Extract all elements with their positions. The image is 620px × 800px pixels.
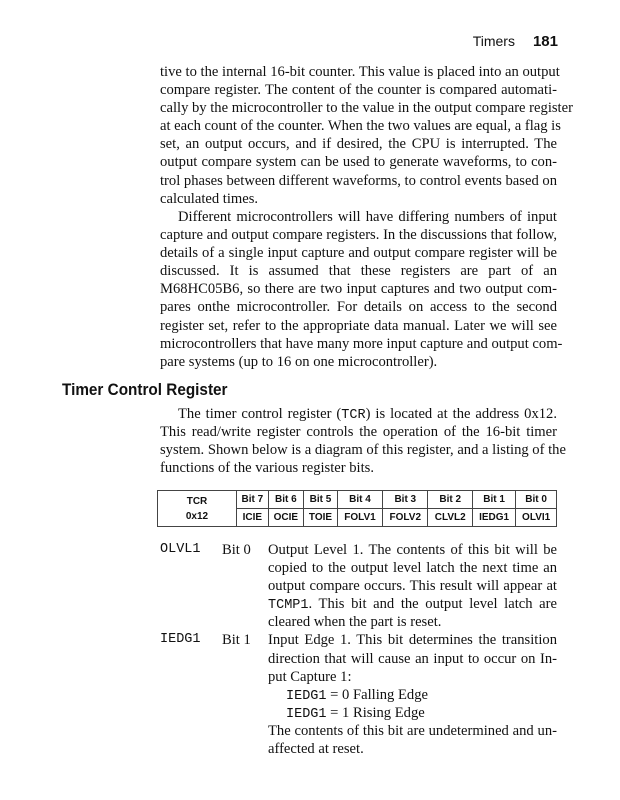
text-line: compare register. The content of the counter is compared automati- xyxy=(160,82,557,99)
text-line: output compare system can be used to generate waveforms, to con- xyxy=(160,154,557,171)
bit-label: Bit 2 xyxy=(428,491,473,509)
bit-number: Bit 0 xyxy=(222,542,251,558)
text-line: details of a single input capture and output compare register will be xyxy=(160,245,557,262)
text-line: system. Shown below is a diagram of this register, and a listing of the xyxy=(160,442,566,459)
bit-label: Bit 4 xyxy=(337,491,382,509)
bit-label: Bit 0 xyxy=(516,491,557,509)
text-line: The contents of this bit are undetermined and un- xyxy=(268,722,557,739)
code-tcmp1: TCMP1 xyxy=(268,598,309,614)
definition-iedg1 xyxy=(160,631,557,758)
bit-field: ICIE xyxy=(237,509,269,527)
definition-olvl1 xyxy=(160,541,557,631)
running-header xyxy=(473,33,558,50)
bit-label: Bit 6 xyxy=(268,491,304,509)
register-address: 0x12 xyxy=(185,510,209,522)
text-line: tive to the internal 16-bit counter. This value is placed into an output xyxy=(160,64,560,80)
bit-label: Bit 3 xyxy=(383,491,428,509)
bit-field: OLVI1 xyxy=(516,509,557,527)
text-line: discussed. It is assumed that these registers are part of an xyxy=(160,263,557,280)
bit-label: Bit 1 xyxy=(472,491,515,509)
register-diagram xyxy=(157,490,557,527)
text-line: direction that will cause an input to occur on In- xyxy=(268,650,557,667)
case-line xyxy=(268,704,557,722)
section-intro xyxy=(160,405,566,477)
text-line: trol phases between different waveforms, to control events based on xyxy=(160,172,557,189)
register-name: TCR xyxy=(186,495,208,507)
register-name-cell xyxy=(158,491,237,527)
chapter-title: Timers xyxy=(472,33,515,49)
bit-field: OCIE xyxy=(268,509,304,527)
section-heading: Timer Control Register xyxy=(62,380,228,399)
text-line: register set, refer to the appropriate data manual. Later we will see xyxy=(160,317,557,334)
bit-label: Bit 7 xyxy=(237,491,269,509)
bit-field: CLVL2 xyxy=(428,509,473,527)
bit-field: IEDG1 xyxy=(472,509,515,527)
field-name: IEDG1 xyxy=(160,632,201,648)
text-line: pare systems (up to 16 on one microcontroller). xyxy=(160,353,438,370)
text: . This bit and the output level latch are xyxy=(308,596,557,613)
text-line: Input Edge 1. This bit determines the transition xyxy=(268,632,557,649)
text-line: output compare occurs. This result will appear at xyxy=(268,578,557,595)
bit-field: TOIE xyxy=(304,509,338,527)
text-line: copied to the output level latch the next time an xyxy=(268,560,557,577)
text-line: calculated times. xyxy=(160,190,259,207)
text: = 1 Rising Edge xyxy=(326,704,425,721)
paragraph-2 xyxy=(160,208,563,371)
text-line: set, an output occurs, and if desired, the CPU is interrupted. The xyxy=(160,136,557,153)
case-line xyxy=(268,686,557,704)
bit-definitions xyxy=(160,541,557,758)
text: The timer control register ( xyxy=(178,406,342,422)
bit-field: FOLV1 xyxy=(337,509,382,527)
code: IEDG1 xyxy=(286,688,327,704)
text-line: M68HC05B6, so there are two input captures and two output com- xyxy=(160,281,557,298)
text-line: cleared when the part is reset. xyxy=(268,614,442,631)
text-line: functions of the various register bits. xyxy=(160,460,374,477)
code-tcr: TCR xyxy=(341,408,366,423)
text-line: at each count of the counter. When the two values are equal, a flag is xyxy=(160,118,561,135)
text-line: affected at reset. xyxy=(268,741,364,758)
page-number: 181 xyxy=(532,33,558,50)
text-line: Different microcontrollers will have differing numbers of input xyxy=(178,209,557,225)
text-line: microcontrollers that have many more input capture and output com- xyxy=(160,335,563,352)
bit-field: FOLV2 xyxy=(383,509,428,527)
text-line: capture and output compare registers. In the discussions that follow, xyxy=(160,227,557,244)
code: IEDG1 xyxy=(286,706,327,722)
field-name: OLVL1 xyxy=(160,542,201,557)
bit-number: Bit 1 xyxy=(222,632,251,649)
text-line: cally by the microcontroller to the value in the output compare register xyxy=(160,100,573,117)
text: ) is located at the address 0x12. xyxy=(365,406,557,422)
text-line: Output Level 1. The contents of this bit will be xyxy=(268,542,557,558)
text: = 0 Falling Edge xyxy=(326,686,428,703)
paragraph-1 xyxy=(160,63,573,208)
text-line: This read/write register controls the operation of the 16-bit timer xyxy=(160,424,557,441)
text-line: pares onthe microcontroller. For details on access to the second xyxy=(160,299,557,316)
bit-label: Bit 5 xyxy=(304,491,338,509)
text-line: put Capture 1: xyxy=(268,668,352,685)
